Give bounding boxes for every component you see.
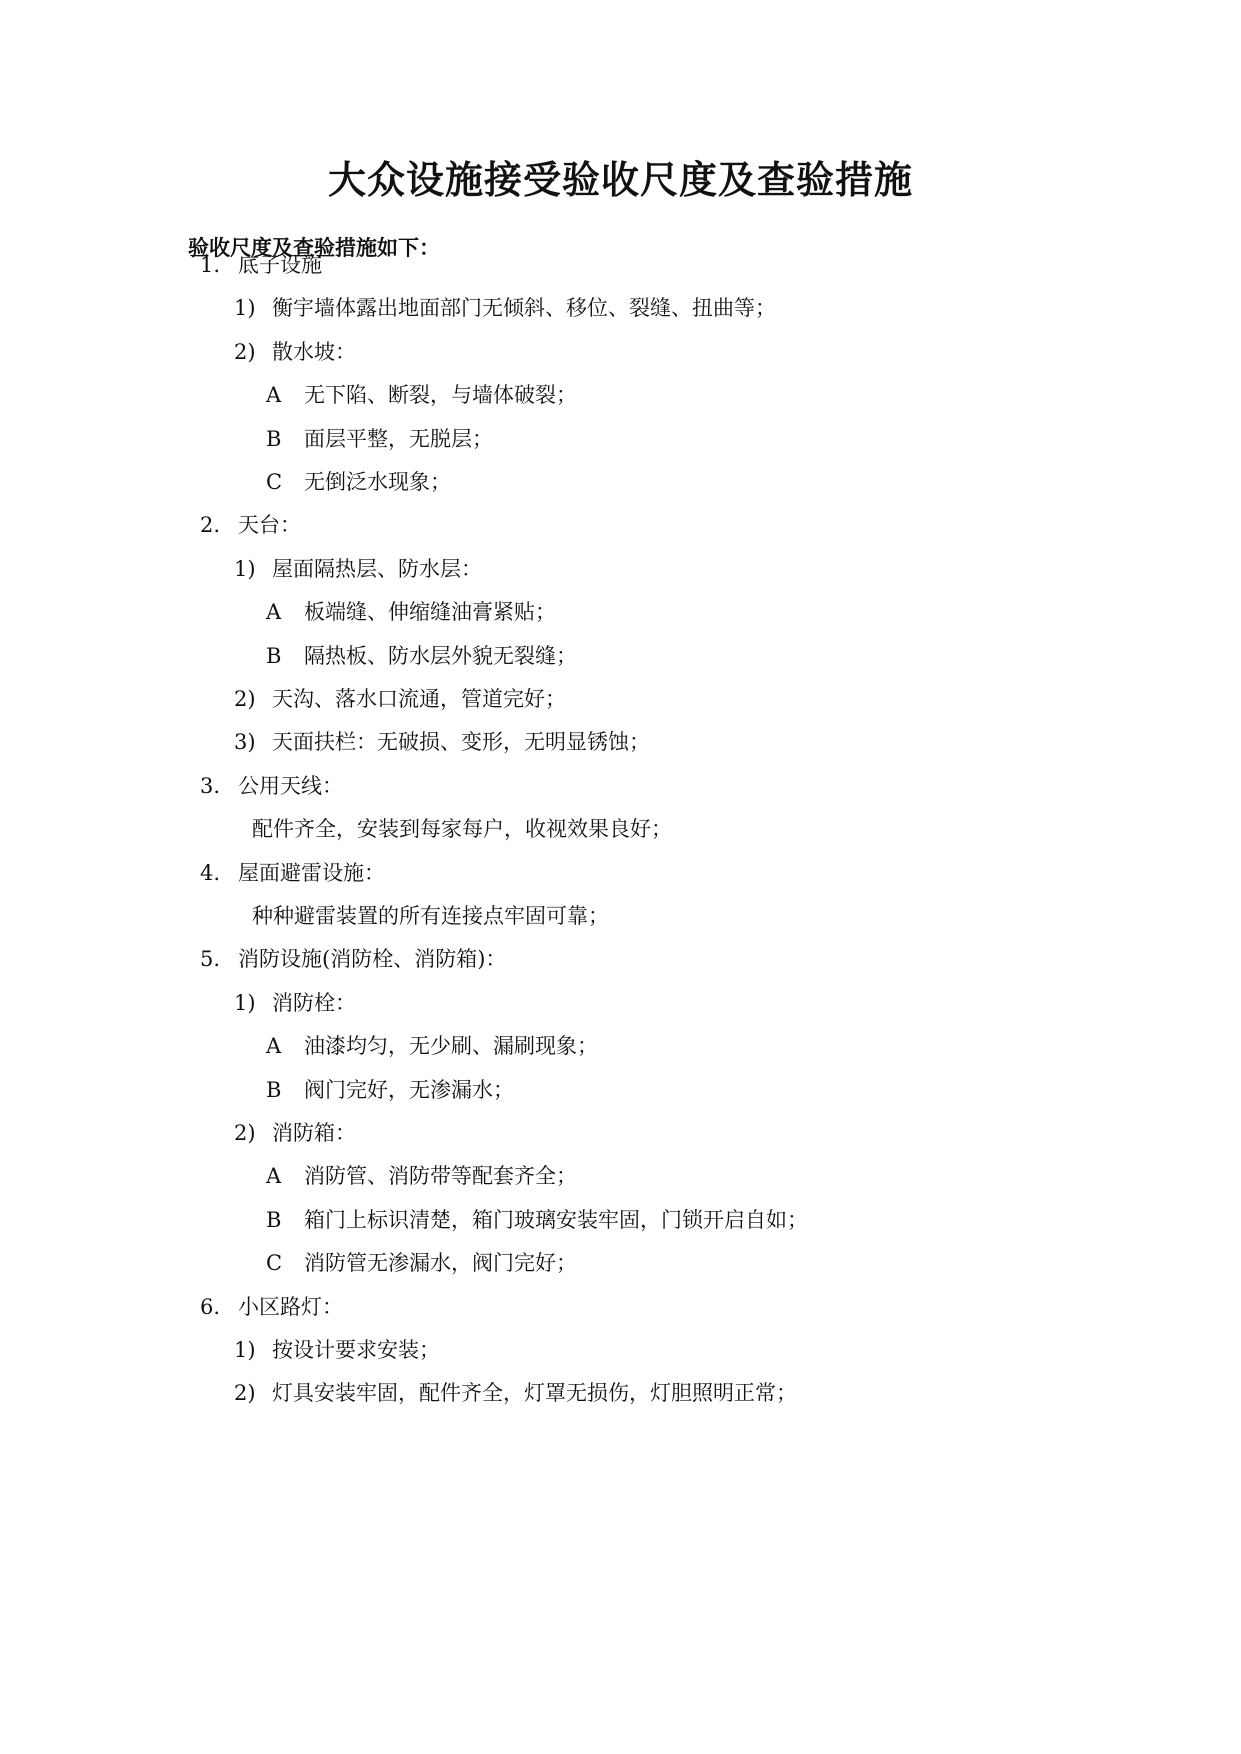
list-item [234,332,356,372]
list-item-marker: 2) [234,1121,256,1145]
section-heading-marker: 6. [200,1295,221,1319]
sub-list-item-marker: C [266,1251,283,1275]
list-item [234,983,356,1023]
sub-list-item-marker: A [266,1164,282,1188]
section-heading-marker: 2. [200,513,221,537]
sub-list-item [266,419,493,459]
list-item-text: 消防箱： [272,1121,356,1145]
list-item [234,1113,356,1153]
sub-list-item-text: 面层平整，无脱层； [304,427,493,451]
document-intro: 验收尺度及查验措施如下： [188,236,440,260]
sub-list-item-marker: B [266,1208,282,1232]
sub-list-item-marker: A [266,383,282,407]
sub-list-item-text: 消防管、消防带等配套齐全； [304,1164,577,1188]
sub-list-item-marker: B [266,1078,282,1102]
sub-list-item-text: 消防管无渗漏水，阀门完好； [304,1251,577,1275]
list-item-marker: 3) [234,730,256,754]
section-heading-text: 底子设施 [238,253,322,277]
list-item-marker: 1) [234,1338,256,1362]
list-item [234,1330,440,1370]
sub-list-item-text: 无倒泛水现象； [304,470,451,494]
sub-list-item [266,1243,577,1283]
sub-list-item-marker: B [266,644,282,668]
section-heading-text: 公用天线： [238,774,343,798]
sub-list-item-marker: A [266,1034,282,1058]
sub-list-item-text: 无下陷、断裂，与墙体破裂； [304,383,577,407]
section-heading-marker: 1. [200,253,221,277]
list-item [234,679,566,719]
section-heading-marker: 4. [200,861,221,885]
sub-list-item-text: 油漆均匀，无少刷、漏刷现象； [304,1034,598,1058]
sub-list-item-text: 隔热板、防水层外貌无裂缝； [304,644,577,668]
sub-list-item-text: 箱门上标识清楚，箱门玻璃安装牢固，门锁开启自如； [304,1208,808,1232]
section-paragraph [252,809,672,849]
list-item-text: 散水坡： [272,340,356,364]
section-paragraph-text: 种种避雷装置的所有连接点牢固可靠； [252,904,609,928]
sub-list-item [266,1156,577,1196]
list-item-marker: 1) [234,296,256,320]
list-item-text: 天面扶栏：无破损、变形，无明显锈蚀； [272,730,650,754]
list-item-text: 消防栓： [272,991,356,1015]
list-item-marker: 1) [234,991,256,1015]
list-item-text: 按设计要求安装； [272,1338,440,1362]
list-item-text: 衡宇墙体露出地面部门无倾斜、移位、裂缝、扭曲等； [272,296,776,320]
list-item [234,1373,797,1413]
section-heading-text: 小区路灯： [238,1295,343,1319]
section-heading [200,939,506,979]
list-item-text: 天沟、落水口流通，管道完好； [272,687,566,711]
list-item-text: 灯具安装牢固，配件齐全，灯罩无损伤，灯胆照明正常； [272,1381,797,1405]
section-heading [200,1287,343,1327]
section-heading [200,766,343,806]
sub-list-item [266,1070,514,1110]
section-heading-text: 屋面避雷设施： [238,861,385,885]
sub-list-item-marker: A [266,600,282,624]
section-paragraph-text: 配件齐全，安装到每家每户，收视效果良好； [252,817,672,841]
sub-list-item-text: 阀门完好，无渗漏水； [304,1078,514,1102]
section-heading [200,505,301,545]
list-item-marker: 2) [234,340,256,364]
list-item [234,722,650,762]
section-heading-marker: 5. [200,947,221,971]
sub-list-item [266,1200,808,1240]
section-heading [200,245,322,285]
section-heading-text: 天台： [238,513,301,537]
sub-list-item-marker: C [266,470,283,494]
list-item-marker: 1) [234,557,256,581]
section-heading [200,853,385,893]
sub-list-item [266,375,577,415]
section-paragraph [252,896,609,936]
sub-list-item [266,462,451,502]
sub-list-item [266,592,556,632]
list-item [234,288,776,328]
list-item-marker: 2) [234,687,256,711]
sub-list-item-marker: B [266,427,282,451]
section-heading-text: 消防设施(消防栓、消防箱)： [238,947,507,971]
list-item-marker: 2) [234,1381,256,1405]
sub-list-item-text: 板端缝、伸缩缝油膏紧贴； [304,600,556,624]
list-item-text: 屋面隔热层、防水层： [272,557,482,581]
sub-list-item [266,636,577,676]
sub-list-item [266,1026,598,1066]
document-title: 大众设施接受验收尺度及查验措施 [327,158,913,202]
section-heading-marker: 3. [200,774,221,798]
list-item [234,549,482,589]
